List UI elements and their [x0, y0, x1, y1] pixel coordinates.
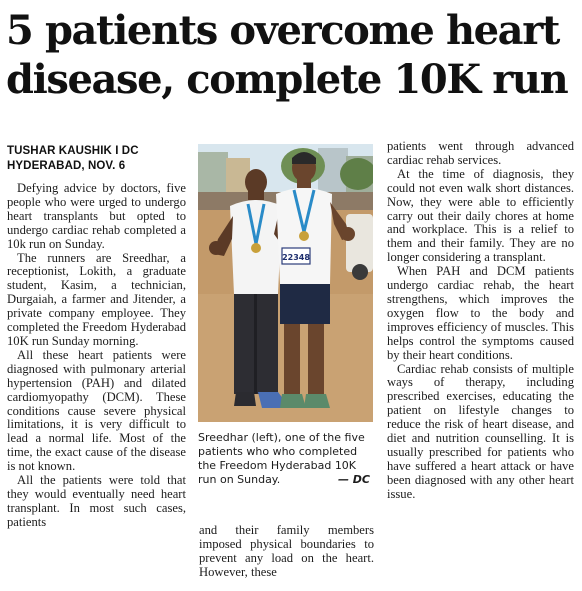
article-paragraph: Cardiac rehab consists of multiple ways of therapy, including prescribed exercises, educating the patient on lifestyle changes to reduce the risk of heart disease, and diet and nutrition counselling. It is usually prescribed for patients who have suffered a heart attack or have been diagnosed with any other heart issue.: [387, 361, 574, 501]
article-paragraph: patients went through advanced cardiac rehab services.: [387, 139, 574, 167]
article-column-3: [387, 140, 574, 502]
article-paragraph: At the time of diagnosis, they could not even walk short distances. Now, they were able to efficiently carry out their daily chores at home and workplace. This is a relief to them and their family. They are no longer considering a transplant.: [387, 166, 574, 265]
photo-credit: — DC: [337, 473, 370, 486]
article-column-2: [199, 524, 374, 580]
article-paragraph: All these heart patients were diagnosed with pulmonary arterial hypertension (PAH) and dilated cardiomyopathy (DCM). These conditions cause severe physical limitations, it is very difficult to lead a normal life. Most of the time, the exact cause of the disease is not known.: [7, 347, 186, 474]
headline: [6, 6, 578, 104]
race-bib-number: 22348: [282, 253, 310, 262]
dateline: HYDERABAD, NOV. 6: [7, 160, 126, 172]
byline: [7, 144, 139, 174]
article-paragraph: When PAH and DCM patients undergo cardiac rehab, the heart strengthens, which improves the oxygen flow to the body and improves efficiency of muscles. This helps control the symptoms caused by their heart conditions.: [387, 264, 574, 362]
article-paragraph: Defying advice by doctors, five people who were urged to undergo heart transplants but opted to undergo cardiac rehab completed a 10k run on Sunday.: [7, 181, 186, 251]
article-paragraph: All the patients were told that they would eventually need heart transplant. In most such cases, patients: [7, 473, 186, 529]
headline-line-1: 5 patients overcome heart: [6, 7, 559, 54]
caption-text: Sreedhar (left), one of the five patients who who completed the Freedom Hyderabad 10K run on Sunday.: [198, 431, 365, 486]
article-paragraph: The runners are Sreedhar, a receptionist, Lokith, a graduate student, Kasim, a technician, Durgaiah, a farmer and Jitender, a private company employee. They completed the Freedom Hyderabad 10K run Sunday morning.: [7, 250, 186, 348]
article-paragraph: and their family members imposed physical boundaries to prevent any load on the heart. However, these: [199, 523, 374, 579]
headline-line-2: disease, complete 10K run: [6, 56, 568, 103]
article-photo: [198, 144, 373, 422]
photo-caption: [198, 431, 374, 487]
article-column-1: [7, 182, 186, 530]
author-name: TUSHAR KAUSHIK I DC: [7, 145, 139, 157]
